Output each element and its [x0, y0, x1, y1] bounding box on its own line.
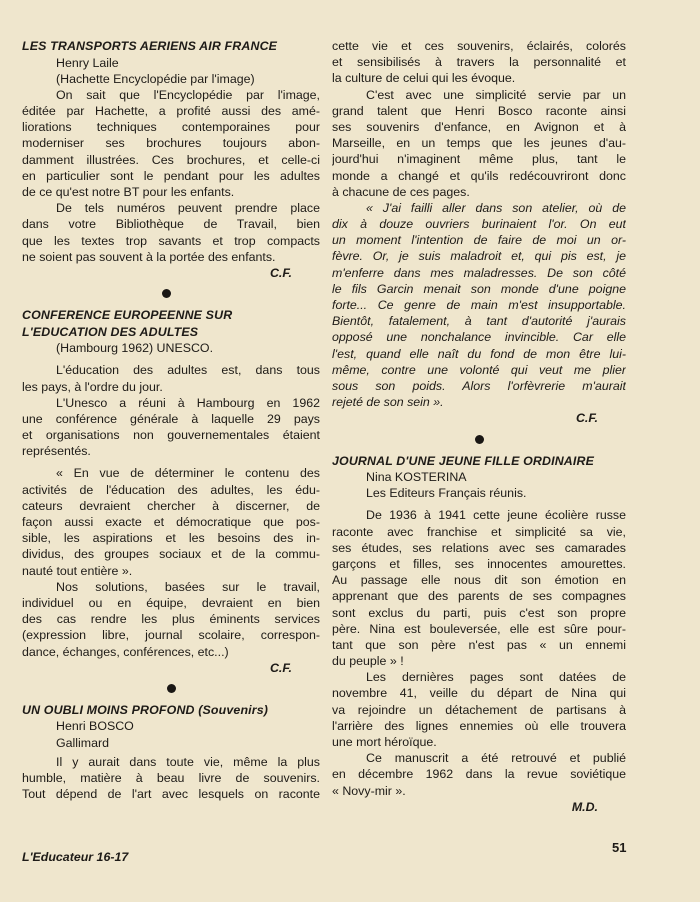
text-line: raconte avec franchise et simplicité sa vie, [332, 524, 626, 539]
text-line: De 1936 à 1941 cette jeune écolière russe [366, 508, 626, 523]
text-line: novembre 41, veille du départ de Nina qui [332, 686, 626, 701]
text-line: de ce qu'est notre BT pour les enfants. [22, 185, 235, 199]
text-line: ses souvenirs d'enfance, en Avignon et à [332, 119, 626, 134]
text-line: individuel ou en équipe, devraient en bien [22, 595, 320, 610]
text-line: dividus, des groupes sociaux et de la commu- [22, 547, 320, 562]
quote-line: dix à douze ouvriers burinaient l'or. On eut [332, 217, 626, 232]
text-line: ne soient pas souvent à la portée des enfants. [22, 249, 276, 264]
quote-line: le fils Garcin menait son monde d'une poigne [332, 281, 626, 296]
text-line: et organisations non gouvernementales étaient [22, 428, 320, 443]
text-line: cette vie et ces souvenirs, éclairés, colorés [332, 39, 626, 53]
journal-name: L'Educateur 16-17 [22, 850, 129, 864]
left-column [22, 38, 320, 802]
text-line: garçons et filles, ses innocentes amourettes. [332, 556, 626, 571]
text-line: (expression libre, journal scolaire, correspon- [22, 628, 320, 643]
text-line: cateurs devraient chercher à discerner, de [22, 498, 320, 513]
text-line: sont exclus du parti, puis c'est son propre [332, 605, 626, 620]
text-line: On sait que l'Encyclopédie par l'image, [56, 87, 320, 102]
text-line: une conférence générale à laquelle 29 pays [22, 411, 320, 426]
text-line: tant que son père n'est pas « un ennemi [332, 637, 626, 652]
quote-line: opposé une nonchalance invincible. Car elle [332, 330, 626, 345]
quote-line: « J'ai failli aller dans son atelier, où de [366, 200, 626, 215]
text-line: liorations techniques contemporaines pour [22, 120, 320, 135]
text-line: les pays, à l'ordre du jour. [22, 379, 163, 394]
text-line: père. Nina est bouleversée, elle est sûre pour- [332, 621, 626, 636]
article-publisher: (Hachette Encyclopédie par l'image) [56, 71, 255, 86]
article-meta: (Hambourg 1962) UNESCO. [56, 341, 214, 356]
quote-line: l'est, quand elle naît du fond de mon être lui- [332, 346, 626, 361]
article-signature: M.D. [571, 799, 598, 814]
text-line: jourd'hui n'imaginent même plus, tant le [332, 152, 626, 167]
text-line: dance, échanges, conférences, etc...) [22, 644, 229, 659]
text-line: façon aussi exacte et démocratique que pos- [22, 515, 320, 529]
text-line: damment illustrées. Ces brochures, et celle-ci [22, 152, 320, 167]
text-line: l'arrière des lignes ennemies où elle trouvera [332, 718, 626, 733]
text-line: Il y aurait dans toute vie, même la plus [56, 754, 320, 769]
article-signature: C.F. [575, 411, 598, 426]
quote-line: forte... Ce genre de main m'est insupportable. [332, 298, 626, 312]
article-publisher: Gallimard [56, 735, 110, 750]
text-line: L'éducation des adultes est, dans tous [56, 363, 320, 378]
quote-line: sous son poids. Alors l'orfèvrerie m'aurait [332, 378, 626, 393]
text-line: à chacune de ces pages. [332, 184, 470, 199]
text-line: moderniser ses brochures toujours abon- [22, 136, 320, 151]
text-line: nauté tout entière ». [22, 563, 133, 578]
page-number: 51 [612, 840, 627, 855]
article-title: L'EDUCATION DES ADULTES [22, 324, 199, 339]
text-line: apprenant que des parents de ses compagnes [332, 589, 626, 604]
text-line: De tels numéros peuvent prendre place [56, 201, 320, 216]
text-line: que les textes trop savants et trop compacts [22, 233, 320, 248]
text-line: L'Unesco a réuni à Hambourg en 1962 [56, 395, 320, 410]
text-line: « En vue de déterminer le contenu des [56, 466, 320, 481]
text-line: ses études, ses relations avec ses camarades [332, 540, 626, 555]
text-line: éditée par Hachette, a profité aussi des amé- [22, 104, 320, 119]
quote-line: rejeté de son sein ». [332, 395, 444, 410]
text-line: Marseille, en un temps que les jeunes d'au- [332, 136, 626, 151]
article-title: LES TRANSPORTS AERIENS AIR FRANCE [22, 39, 278, 53]
text-line: Ce manuscrit a été retrouvé et publié [366, 751, 626, 766]
text-line: sible, les aspirations et les besoins des in- [22, 531, 320, 546]
quote-line: même, contre une volonté qui veut me plier [332, 362, 626, 377]
quote-line: fèvre. Or, je suis maladroit et, qui pis est, je [332, 249, 626, 264]
text-line: dans votre Bibliothèque de Travail, bien [22, 217, 320, 232]
article-title: CONFERENCE EUROPEENNE SUR [22, 308, 233, 323]
right-column [332, 38, 626, 815]
article-publisher: Les Editeurs Français réunis. [366, 486, 527, 501]
bullet-separator-icon [162, 289, 171, 298]
text-line: représentés. [22, 444, 91, 459]
text-line: « Novy-mir ». [332, 783, 406, 798]
text-line: la culture de celui qui les évoque. [332, 71, 516, 86]
quote-line: un moment l'intention de faire de moi un or- [332, 233, 626, 248]
text-line: Les dernières pages sont datées de [366, 670, 626, 685]
bullet-separator-icon [475, 435, 484, 444]
text-line: et sensibilisés à travers la personnalité et [332, 55, 626, 70]
text-line: en particulier sont le pendant pour les adultes [22, 168, 320, 183]
text-line: grand talent que Henri Bosco raconte ainsi [332, 103, 626, 118]
article-author: Nina KOSTERINA [366, 470, 467, 484]
separator [332, 427, 626, 453]
text-line: humble, matière à beau livre de souvenirs. [22, 770, 320, 785]
article-signature: C.F. [269, 265, 292, 280]
quote-line: m'enferre dans mes maladresses. De son côté [332, 265, 626, 280]
bullet-separator-icon [167, 684, 176, 693]
article-title: UN OUBLI MOINS PROFOND (Souvenirs) [22, 702, 269, 717]
article-author: Henri BOSCO [56, 719, 134, 734]
text-line: une mort héroïque. [332, 735, 437, 749]
article-title: JOURNAL D'UNE JEUNE FILLE ORDINAIRE [332, 453, 594, 468]
text-line: va rejoindre un détachement de partisans à [332, 702, 626, 717]
text-line: Nos solutions, basées sur le travail, [56, 579, 320, 594]
text-line: C'est avec une simplicité servie par un [366, 87, 626, 102]
text-line: des cas rendre les plus éminents services [22, 612, 320, 627]
text-line: du peuple » ! [332, 654, 404, 669]
text-line: monde a changé et qu'ils redécouvriront donc [332, 168, 626, 183]
text-line: Au passage elle nous dit son émotion en [332, 573, 626, 588]
separator [22, 676, 320, 702]
text-line: en décembre 1962 dans la revue soviétique [332, 767, 626, 782]
quote-line: Bientôt, fatalement, à tant d'autorité j'aurais [332, 314, 626, 329]
text-line: activités de l'éducation des adultes, les édu- [22, 482, 320, 497]
text-line: Tout dépend de l'art avec lesquels on raconte [22, 787, 320, 802]
article-signature: C.F. [269, 660, 292, 675]
article-author: Henry Laile [56, 55, 119, 70]
separator [22, 281, 320, 307]
